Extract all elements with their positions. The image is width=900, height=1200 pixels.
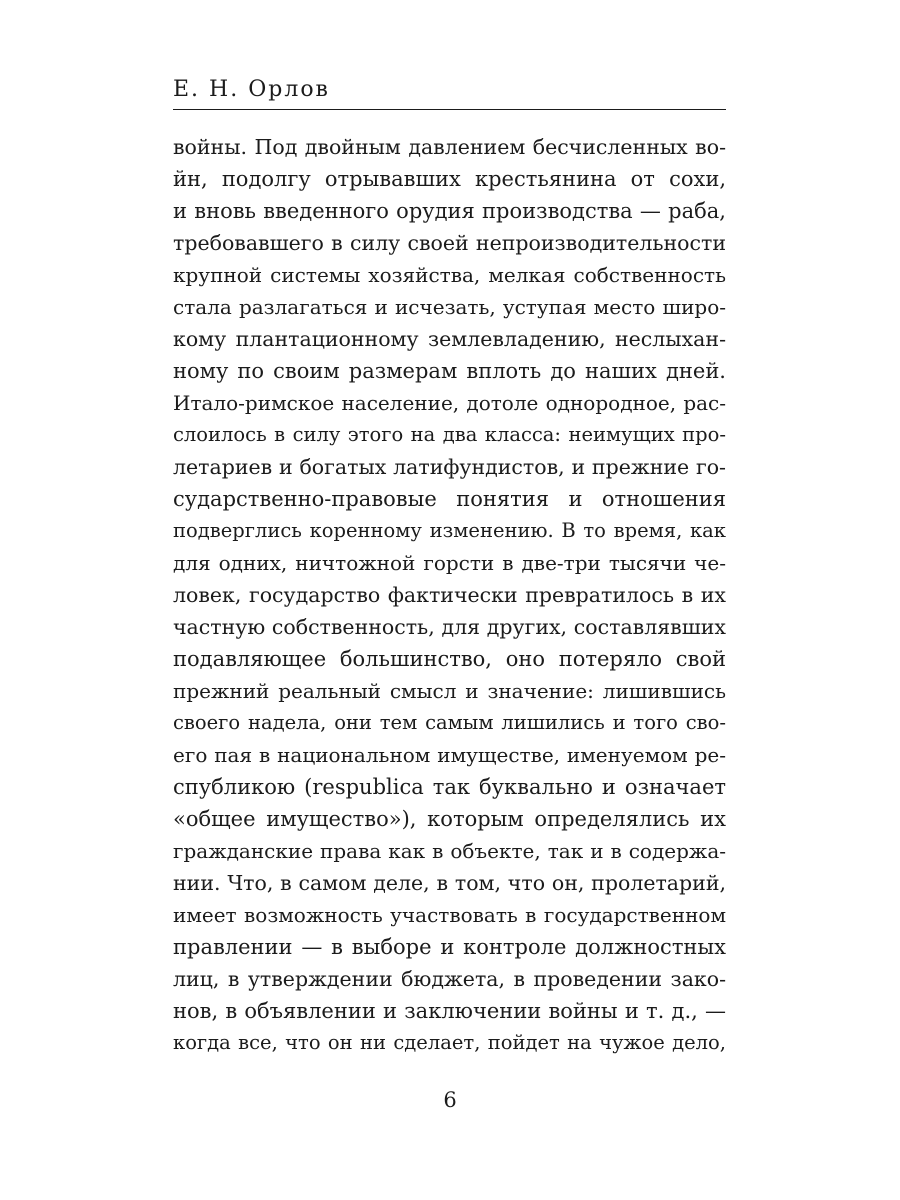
text-line: лиц, в утверждении бюджета, в проведении зако-	[173, 967, 726, 991]
text-line: подверглись коренному изменению. В то время, как	[173, 519, 726, 542]
text-line: стала разлагаться и исчезать, уступая место широ-	[173, 295, 726, 319]
text-line: своего надела, они тем самым лишились и того сво-	[173, 711, 726, 734]
text-line: крупной системы хозяйства, мелкая собственность	[173, 263, 726, 287]
text-line: для одних, ничтожной горсти в две-три тысячи че-	[173, 551, 726, 575]
text-line: Итало-римское население, дотоле однородное, рас-	[173, 391, 726, 415]
text-line: нии. Что, в самом деле, в том, что он, пролетарий,	[173, 871, 726, 895]
text-line: сударственно-правовые понятия и отношения	[173, 487, 726, 511]
text-line: когда все, что он ни сделает, пойдет на чужое дело,	[173, 1031, 726, 1054]
author-name: Е. Н. Орлов	[173, 77, 330, 102]
text-line: его пая в национальном имуществе, именуемом ре-	[173, 743, 726, 767]
text-line: слоилось в силу этого на два класса: неимущих про-	[173, 423, 726, 446]
text-line: имеет возможность участвовать в государственном	[173, 903, 726, 927]
text-line: нов, в объявлении и заключении войны и т. д., —	[173, 999, 726, 1023]
text-line: войны. Под двойным давлением бесчисленных во-	[173, 135, 726, 159]
text-line: требовавшего в силу своей непроизводительности	[173, 231, 726, 255]
text-line: «общее имущество»), которым определялись их	[173, 807, 726, 831]
text-line: летариев и богатых латифундистов, и прежние го-	[173, 455, 726, 479]
text-line: йн, подолгу отрывавших крестьянина от сохи,	[173, 167, 726, 191]
text-line: частную собственность, для других, составлявших	[173, 615, 726, 639]
page-number: 6	[443, 1088, 457, 1112]
body-text	[173, 131, 726, 1059]
text-line: гражданские права как в объекте, так и в содержа-	[173, 839, 726, 863]
text-line: прежний реальный смысл и значение: лишившись	[173, 679, 726, 703]
text-line: подавляющее большинство, оно потеряло свой	[173, 647, 726, 671]
text-line: спубликою (respublica так буквально и означает	[173, 775, 726, 799]
text-line: и вновь введенного орудия производства — раба,	[173, 199, 726, 223]
text-line: ловек, государство фактически превратилось в их	[173, 583, 726, 607]
text-line: кому плантационному землевладению, неслыхан-	[173, 327, 726, 351]
text-line: правлении — в выборе и контроле должностных	[173, 935, 726, 959]
running-head	[173, 72, 726, 110]
text-line: ному по своим размерам вплоть до наших дней.	[173, 359, 726, 383]
